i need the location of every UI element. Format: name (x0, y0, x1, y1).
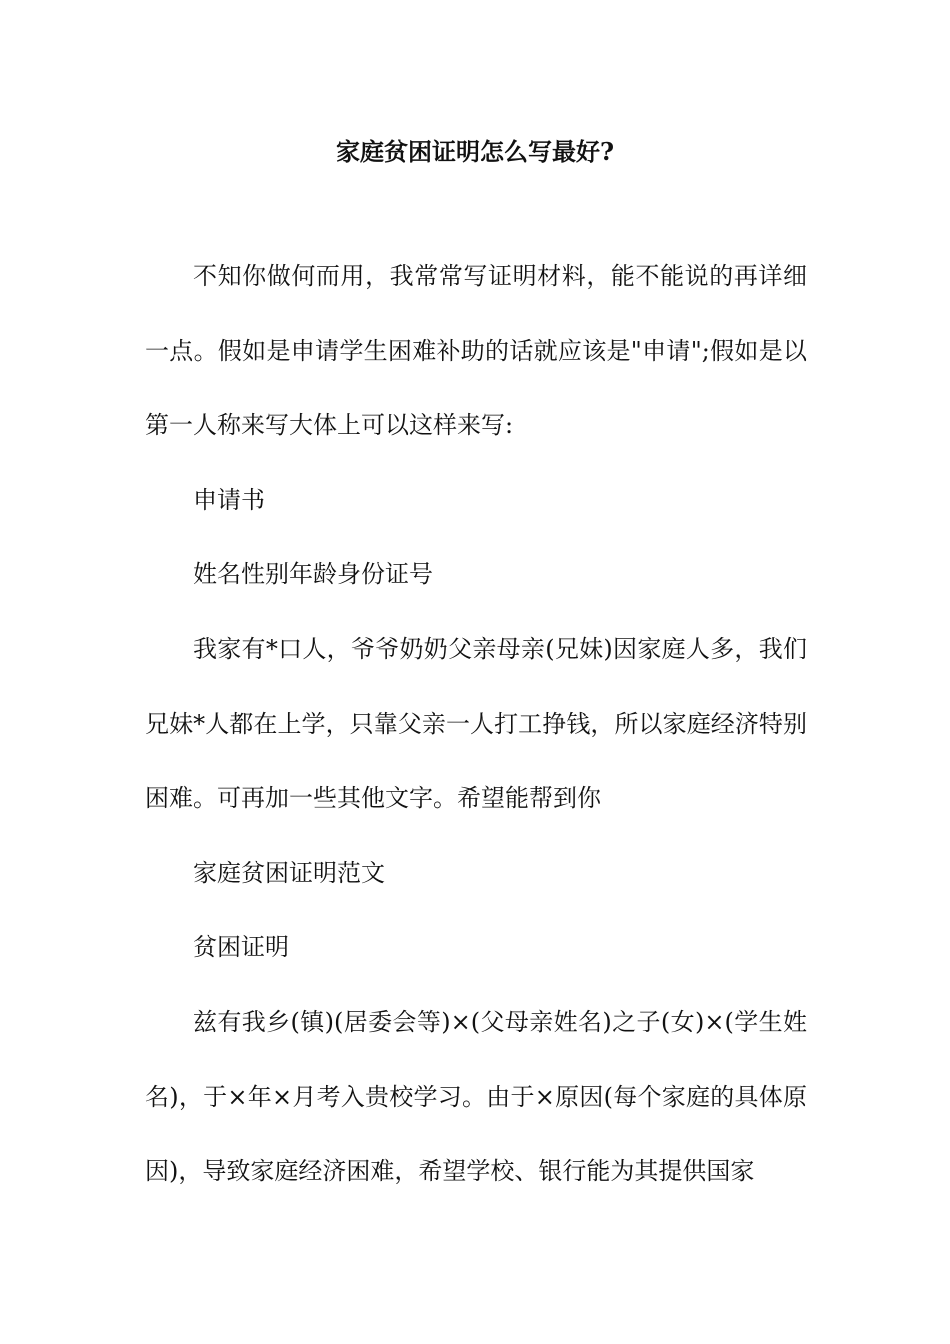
paragraph-certificate-body: 兹有我乡(镇)(居委会等)×(父母亲姓名)之子(女)×(学生姓名)，于×年×月考入贵校学习。由于×原因(每个家庭的具体原因)，导致家庭经济困难，希望学校、银行能为其提供国家 (145, 1007, 807, 1186)
document-title: 家庭贫困证明怎么写最好? (335, 137, 615, 166)
paragraph-sample-heading: 家庭贫困证明范文 (193, 858, 385, 887)
document-body (145, 239, 807, 1209)
paragraph-intro: 不知你做何而用，我常常写证明材料，能不能说的再详细一点。假如是申请学生困难补助的话就应该是"申请";假如是以第一人称来写大体上可以这样来写: (145, 262, 807, 440)
paragraph-personal-info: 姓名性别年龄身份证号 (193, 560, 433, 589)
paragraph-family-situation: 我家有*口人，爷爷奶奶父亲母亲(兄妹)因家庭人多，我们兄妹*人都在上学，只靠父亲一人打工挣钱，所以家庭经济特别困难。可再加一些其他文字。希望能帮到你 (145, 634, 807, 813)
paragraph-certificate-heading: 贫困证明 (193, 933, 289, 962)
paragraph-application-heading: 申请书 (193, 485, 265, 514)
